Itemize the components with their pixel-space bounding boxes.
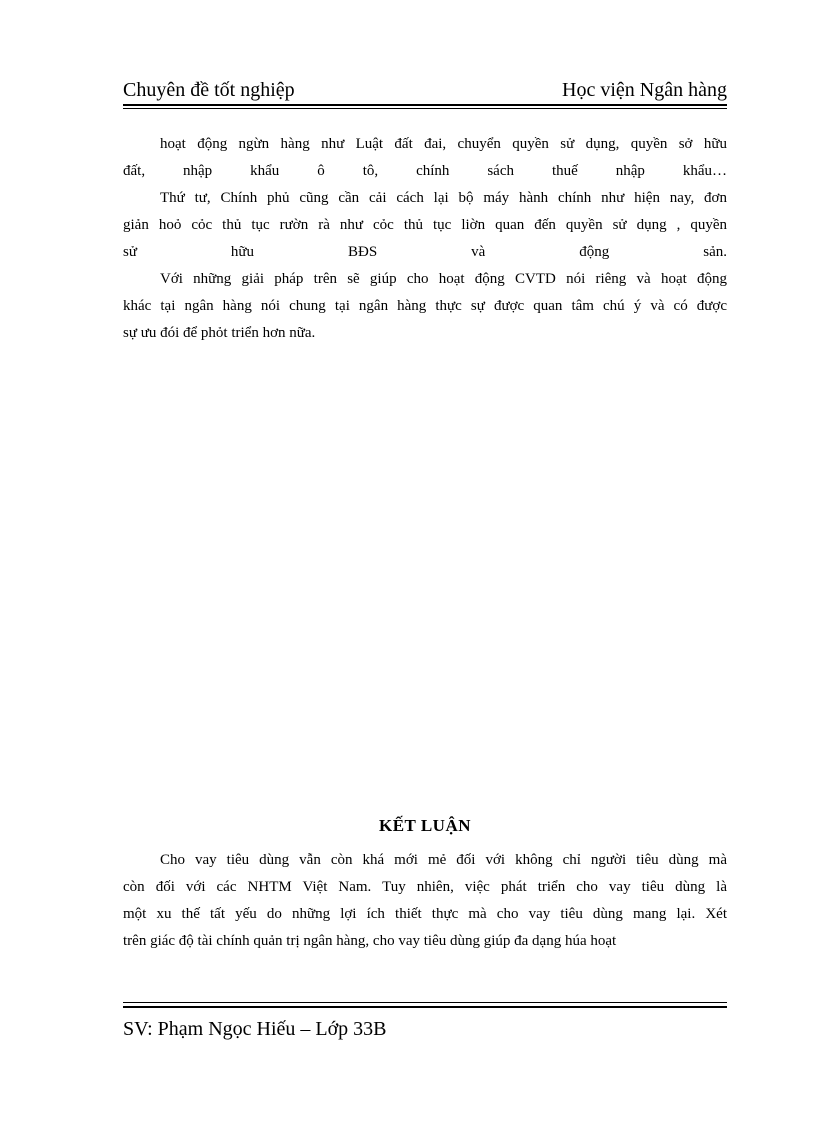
page-header: [123, 76, 727, 104]
paragraph-line: trên giác độ tài chính quản trị ngân hàng, cho vay tiêu dùng giúp đa dạng húa hoạt: [123, 933, 617, 949]
paragraph-line: một xu thế tất yếu do những lợi ích thiết thực mà cho vay tiêu dùng mang lại. Xét: [123, 906, 727, 922]
paragraph-line: giản hoỏ cỏc thủ tục rườn rà như cỏc thủ tục liờn quan đến quyền sử dụng , quyền: [123, 217, 727, 233]
paragraph-line: sử hữu BĐS và động sản.: [123, 244, 727, 260]
paragraph-line: còn đối với các NHTM Việt Nam. Tuy nhiên, việc phát triển cho vay tiêu dùng là: [123, 879, 727, 895]
paragraph-line: sự ưu đói để phỏt triển hơn nữa.: [123, 325, 316, 341]
page-footer: SV: Phạm Ngọc Hiếu – Lớp 33B: [123, 1018, 387, 1040]
header-divider: [123, 104, 727, 106]
header-divider-thin: [123, 108, 727, 109]
paragraph-line: đất, nhập khẩu ô tô, chính sách thuế nhập khẩu…: [123, 163, 727, 179]
header-thesis-title: Chuyên đề tốt nghiệp: [123, 79, 295, 101]
paragraph-line: Thứ tư, Chính phủ cũng cần cải cách lại bộ máy hành chính như hiện nay, đơn: [160, 190, 727, 206]
paragraph-line: khác tại ngân hàng nói chung tại ngân hàng thực sự được quan tâm chú ý và có được: [123, 298, 727, 314]
footer-divider-thin: [123, 1002, 727, 1003]
conclusion-heading: KẾT LUẬN: [378, 816, 471, 835]
header-institution: Học viện Ngân hàng: [562, 79, 727, 101]
conclusion-text: [123, 847, 727, 955]
footer-divider: [123, 1006, 727, 1008]
section-solutions-text: [123, 131, 727, 347]
paragraph-line: Cho vay tiêu dùng vẫn còn khá mới mẻ đối với không chỉ người tiêu dùng mà: [160, 852, 727, 868]
paragraph-line: Với những giải pháp trên sẽ giúp cho hoạt động CVTD nói riêng và hoạt động: [160, 271, 727, 287]
paragraph-line: hoạt động ngừn hàng như Luật đất đai, chuyển quyền sử dụng, quyền sở hữu: [160, 136, 727, 152]
